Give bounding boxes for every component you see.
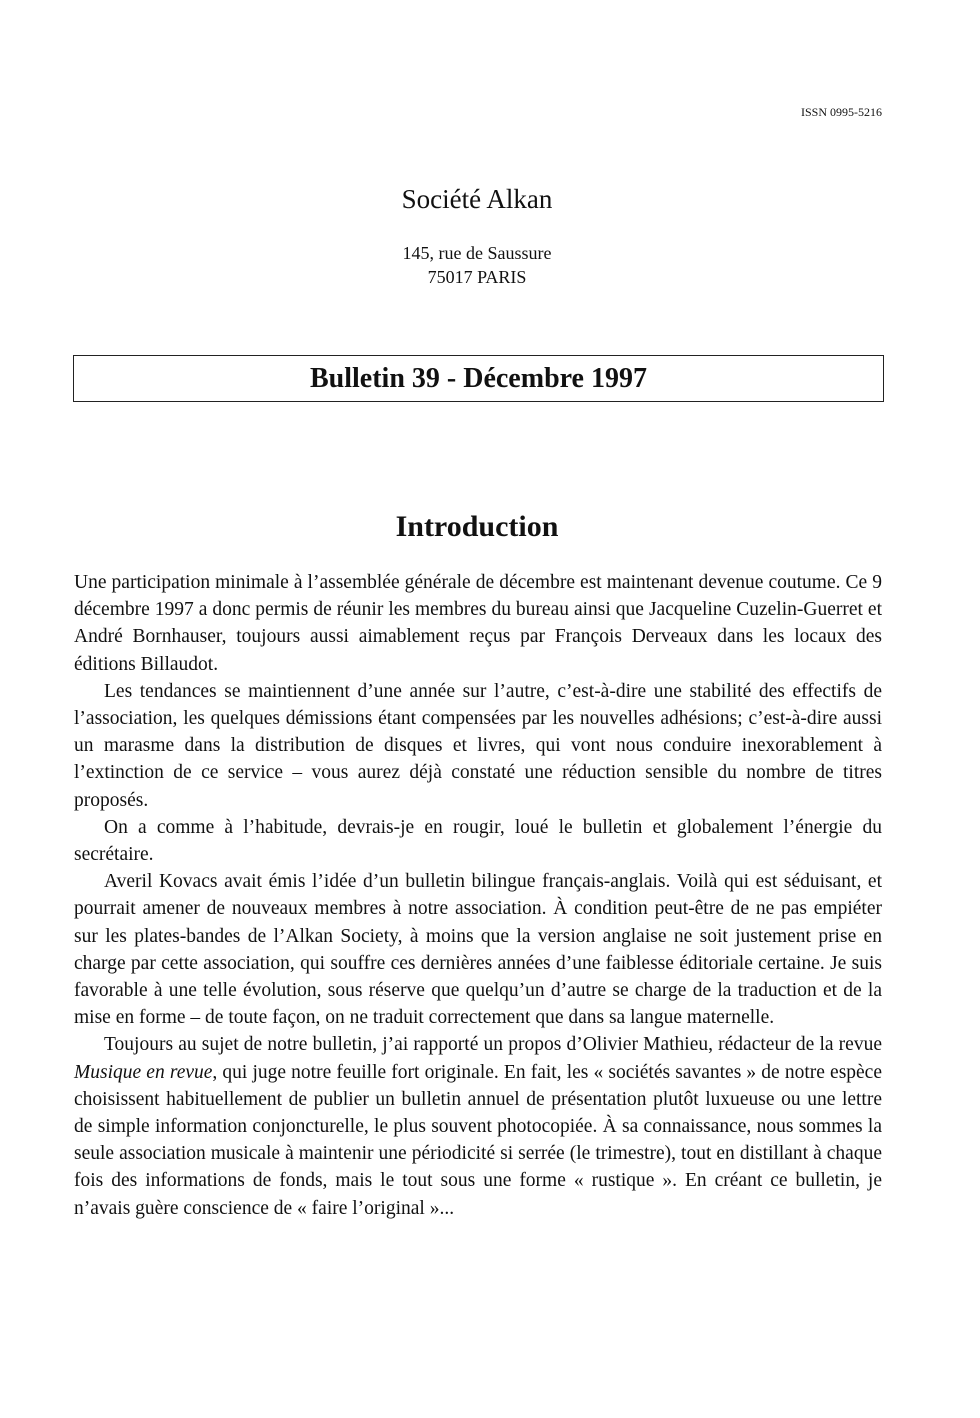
address	[0, 241, 954, 289]
paragraph: Une participation minimale à l’assemblée générale de décembre est maintenant devenue coutume. Ce 9 décembre 1997 a donc permis de réunir les membres du bureau ainsi que Jacqueline Cuzelin-Guerret et André Bornhauser, toujours aussi aimablement reçus par François Derveaux dans les locaux des éditions Billaudot.	[74, 572, 882, 675]
paragraph: Les tendances se maintiennent d’une année sur l’autre, c’est-à-dire une stabilité des effectifs de l’association, les quelques démissions étant compensées par les nouvelles adhésions; c’est-à-dire aussi un marasme dans la distribution de disques et livres, qui vont nous conduire inexorablement à l’extinction de ce service – vous aurez déjà constaté une réduction sensible du nombre de titres proposés.	[74, 680, 882, 811]
paragraph: Averil Kovacs avait émis l’idée d’un bulletin bilingue français-anglais. Voilà qui est séduisant, et pourrait amener de nouveaux membres à notre association. À condition peut-être de ne pas empiéter sur les plates-bandes de l’Alkan Society, à moins que la version anglaise ne soit justement prise en charge par cette association, qui souffre ces dernières années d’une faiblesse éditoriale certaine. Je suis favorable à une telle évolution, sous réserve que quelqu’un d’autre se charge de la traduction et de la mise en forme – de toute façon, on ne traduit correctement que dans sa langue maternelle.	[74, 871, 882, 1029]
text: Toujours au sujet de notre bulletin, j’ai rapporté un propos d’Olivier Mathieu, rédacteur de la revue	[104, 1034, 882, 1056]
organization-name: Société Alkan	[401, 184, 553, 214]
address-line: 145, rue de Saussure	[402, 243, 552, 263]
issn: ISSN 0995-5216	[800, 105, 882, 119]
text: , qui juge notre feuille fort originale. En fait, les « sociétés savantes » de notre espèce choisissent habituellement de publier un bulletin annuel de présentation plutôt luxueuse ou une lettre de simple information conjoncturelle, le plus souvent photocopiée. À sa connaissance, nous sommes la seule association musicale à maintenir une périodicité si serrée (le trimestre), tout en distillant à chaque fois des informations de fonds, mais le tout sous une forme « rustique ». En créant ce bulletin, je n’avais guère conscience de « faire l’original »...	[74, 1061, 882, 1219]
publication-title: Musique en revue	[74, 1061, 213, 1083]
article-body	[74, 569, 882, 1222]
paragraph: On a comme à l’habitude, devrais-je en rougir, loué le bulletin et globalement l’énergie du secrétaire.	[74, 816, 882, 866]
paragraph	[74, 1031, 882, 1221]
bulletin-title: Bulletin 39 - Décembre 1997	[73, 355, 884, 402]
address-line: 75017 PARIS	[427, 267, 527, 287]
section-title: Introduction	[395, 510, 559, 543]
